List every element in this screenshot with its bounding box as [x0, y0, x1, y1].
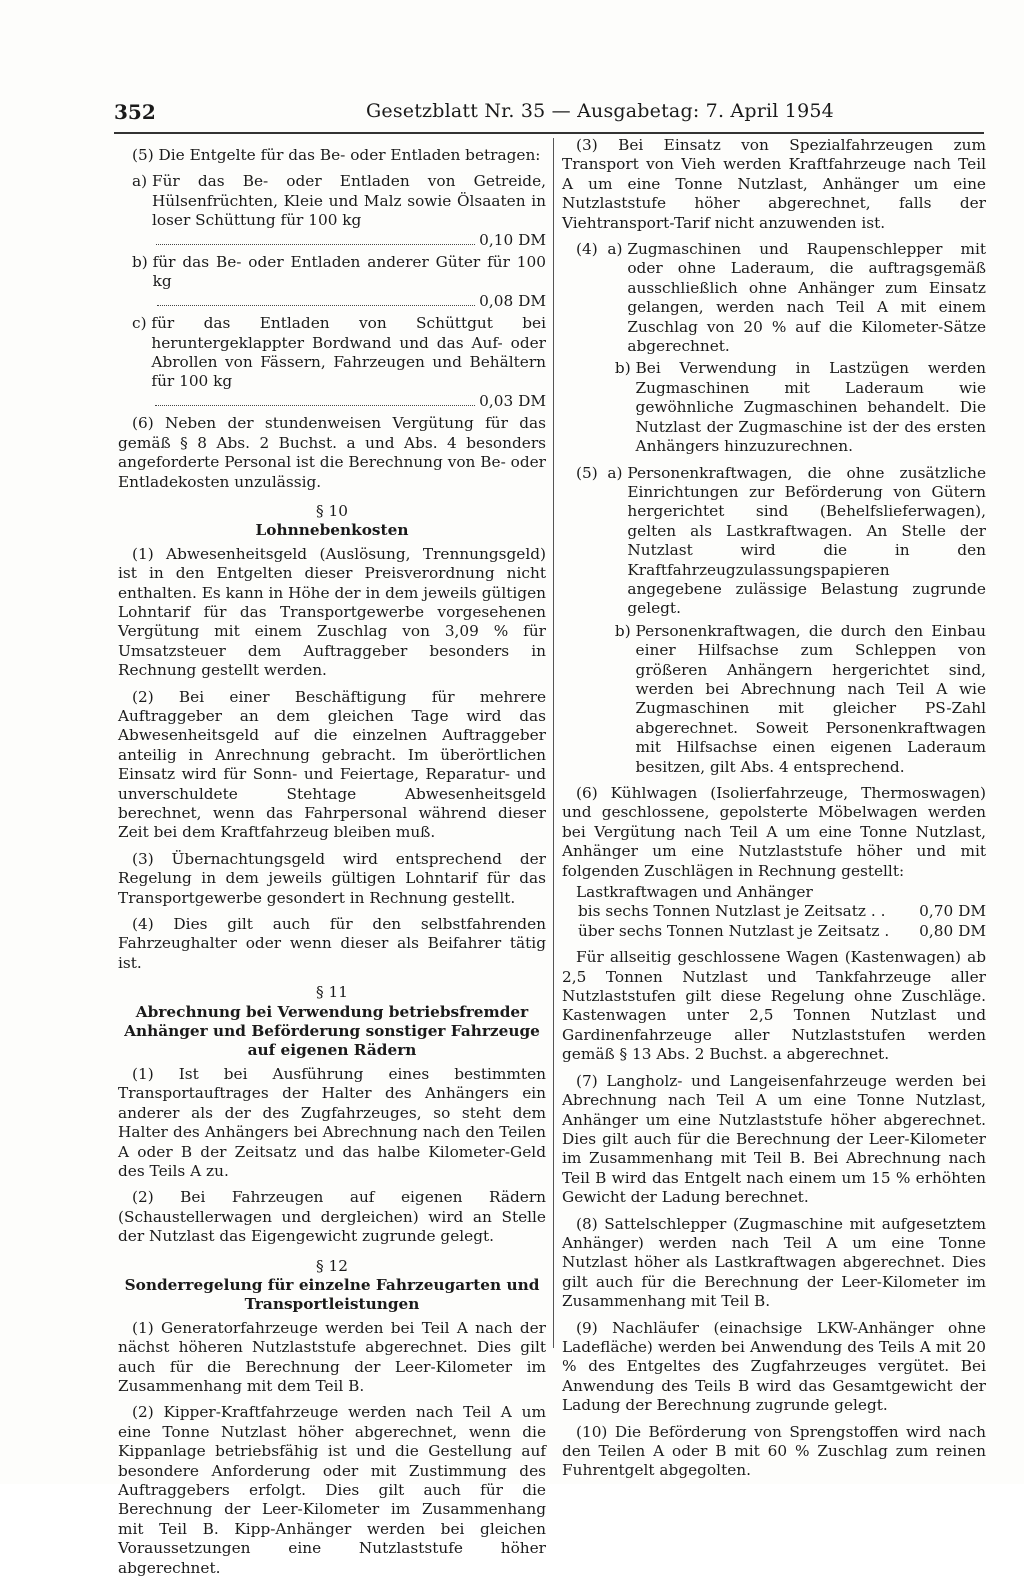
paragraph: (1) Generatorfahrzeuge werden bei Teil A nach der nächst höheren Nutzlaststufe abgerechnet. Dies gilt auch für die Berechnung der Leer-Kilometer im Zusammenhang mit dem Teil B. [118, 1318, 546, 1395]
list-item: b) für das Be- oder Entladen anderer Güter für 100 kg 0,08 DM [132, 253, 546, 310]
header-title: Gesetzblatt Nr. 35 — Ausgabetag: 7. April 1954 [366, 100, 834, 122]
rate-row: über sechs Tonnen Nutzlast je Zeitsatz . 0,80 DM [578, 921, 986, 940]
list-item: c) für das Entladen von Schüttgut bei heruntergeklappter Bordwand und das Auf- oder Abrollen von Fässern, Fahrzeugen und Behältern für 100 kg 0,03 DM [132, 314, 546, 410]
list-item: (4) a) Zugmaschinen und Raupenschlepper mit oder ohne Laderaum, die auftragsgemäß ausschließlich ohne Anhänger zum Einsatz gelangen, werden nach Teil A mit einem Zuschlag von 20 % auf die Kilometer-Sätze abgerechnet. [576, 240, 986, 356]
section-number: § 10 [316, 501, 348, 520]
paragraph: (2) Bei Fahrzeugen auf eigenen Rädern (Schaustellerwagen und dergleichen) wird an Stelle der Nutzlast das Eigengewicht zugrunde gelegt. [118, 1188, 546, 1246]
paragraph: (10) Die Beförderung von Sprengstoffen wird nach den Teilen A oder B mit 60 % Zuschlag zum reinen Fuhrentgelt abgegolten. [562, 1422, 986, 1480]
rate-row: bis sechs Tonnen Nutzlast je Zeitsatz . . 0,70 DM [578, 902, 986, 921]
paragraph: (1) Ist bei Ausführung eines bestimmten Transportauftrages der Halter des Anhängers ein anderer als der des Zugfahrzeuges, so steht dem Halter des Anhängers bei Abrechnung nach den Teilen A oder B der Zeitsatz und das halbe Kilometer-Geld des Teils A zu. [118, 1064, 546, 1180]
paragraph: (4) Dies gilt auch für den selbstfahrenden Fahrzeughalter oder wenn dieser als Beifahrer tätig ist. [118, 915, 546, 972]
page-header [114, 100, 984, 134]
list-item: b) Personenkraftwagen, die durch den Einbau einer Hilfsachse zum Schleppen von größeren Anhängern hergerichtet sind, werden bei Abrechnung nach Teil A wie Zugmaschinen mit gleicher PS-Zahl abgerechnet. Soweit Personenkraftwagen mit Hilfsachse einen eigenen Laderaum besitzen, gilt Abs. 4 entsprechend. [576, 621, 986, 776]
page-number: 352 [114, 100, 156, 124]
paragraph: Für allseitig geschlossene Wagen (Kastenwagen) ab 2,5 Tonnen Nutzlast und Tankfahrzeuge aller Nutzlaststufen gilt diese Regelung ohne Zuschläge. Kastenwagen unter 2,5 Tonnen Nutzlast und Gardinenfahrzeuge aller Nutzlaststufen werden gemäß § 13 Abs. 2 Buchst. a abgerechnet. [562, 948, 986, 1064]
section-title: Lohnnebenkosten [255, 521, 409, 540]
right-column [562, 136, 986, 1488]
paragraph: (6) Neben der stundenweisen Vergütung für das gemäß § 8 Abs. 2 Buchst. a und Abs. 4 besonders angeforderte Personal ist die Berechnung von Be- oder Entladekosten unzulässig. [118, 414, 546, 491]
paragraph: (8) Sattelschlepper (Zugmaschine mit aufgesetztem Anhänger) werden nach Teil A um eine Tonne Nutzlast höher als Lastkraftwagen abgerechnet. Dies gilt auch für die Berechnung der Leer-Kilometer im Zusammenhang mit Teil B. [562, 1214, 986, 1311]
list-item: (5) a) Personenkraftwagen, die ohne zusätzliche Einrichtungen zur Beförderung von Gütern hergerichtet sind (Behelfslieferwagen), gelten als Lastkraftwagen. An Stelle der Nutzlast wird die in den Kraftfahrzeugzulassungspapieren angegebene zulässige Belastung zugrunde gelegt. [576, 463, 986, 618]
paragraph: (6) Kühlwagen (Isolierfahrzeuge, Thermoswagen) und geschlossene, gepolsterte Möbelwagen werden bei Vergütung nach Teil A um eine Tonne Nutzlast, Anhänger um eine Nutzlaststufe höher und mit folgenden Zuschlägen in Rechnung gestellt: [562, 784, 986, 880]
list-item: a) Für das Be- oder Entladen von Getreide, Hülsenfrüchten, Kleie und Malz sowie Ölsaaten in loser Schüttung für 100 kg 0,10 DM [132, 172, 546, 249]
paragraph: (9) Nachläufer (einachsige LKW-Anhänger ohne Ladefläche) werden bei Anwendung des Teils A mit 20 % des Entgeltes des Zugfahrzeuges vergütet. Bei Anwendung des Teils B wird das Gesamtgewicht der Ladung der Berechnung zugrunde gelegt. [562, 1318, 986, 1415]
section-number: § 12 [316, 1256, 348, 1275]
section-title: Abrechnung bei Verwendung betriebsfremder Anhänger und Beförderung sonstiger Fahrzeuge auf eigenen Rädern [124, 1002, 540, 1060]
section-title: Sonderregelung für einzelne Fahrzeugarten und Transportleistungen [124, 1275, 540, 1314]
section-number: § 11 [316, 983, 348, 1002]
paragraph: (5) Die Entgelte für das Be- oder Entladen betragen: [132, 146, 541, 164]
paragraph: (7) Langholz- und Langeisenfahrzeuge werden bei Abrechnung nach Teil A um eine Tonne Nutzlast, Anhänger um eine Nutzlaststufe höher abgerechnet. Dies gilt auch für die Berechnung der Leer-Kilometer im Zusammenhang mit Teil B. Bei Abrechnung nach Teil B wird das Entgelt nach einem um 15 % erhöhten Gewicht der Ladung berechnet. [562, 1071, 986, 1207]
paragraph: (2) Bei einer Beschäftigung für mehrere Auftraggeber an dem gleichen Tage wird das Abwesenheitsgeld auf die einzelnen Auftraggeber anteilig in Anrechnung gebracht. Im überörtlichen Einsatz wird für Sonn- und Feiertage, Reparatur- und unverschuldete Stehtage Abwesenheitsgeld berechnet, wenn das Fahrpersonal während dieser Zeit bei dem Kraftfahrzeug bleiben muß. [118, 687, 546, 842]
column-divider [553, 138, 554, 1348]
paragraph: (1) Abwesenheitsgeld (Auslösung, Trennungsgeld) ist in den Entgelten dieser Preisverordnung nicht enthalten. Es kann in Höhe der in dem jeweils gültigen Lohntarif für das Transportgewerbe vorgesehenen Vergütung mit einem Zuschlag von 3,09 % für Umsatzsteuer dem Auftraggeber besonders in Rechnung gestellt werden. [118, 544, 546, 680]
paragraph: (2) Kipper-Kraftfahrzeuge werden nach Teil A um eine Tonne Nutzlast höher abgerechnet, wenn die Kippanlage betriebsfähig ist und die Gestellung auf besondere Anforderung oder mit Zustimmung des Auftraggebers erfolgt. Dies gilt auch für die Berechnung der Leer-Kilometer im Zusammenhang mit Teil B. Kipp-Anhänger werden bei gleichen Voraussetzungen eine Nutzlaststufe höher abgerechnet. [118, 1403, 546, 1577]
list-item: b) Bei Verwendung in Lastzügen werden Zugmaschinen mit Laderaum wie gewöhnliche Zugmaschinen behandelt. Die Nutzlast der Zugmaschine ist der des ersten Anhängers hinzuzurechnen. [576, 359, 986, 456]
rate-table-heading: Lastkraftwagen und Anhänger [576, 883, 813, 902]
left-column [118, 146, 546, 1585]
paragraph: (3) Übernachtungsgeld wird entsprechend der Regelung in dem jeweils gültigen Lohntarif für das Transportgewerbe gesondert in Rechnung gestellt. [118, 849, 546, 907]
paragraph: (3) Bei Einsatz von Spezialfahrzeugen zum Transport von Vieh werden Kraftfahrzeuge nach Teil A um eine Tonne Nutzlast, Anhänger um eine Nutzlaststufe höher abgerechnet, falls der Viehtransport-Tarif nicht anzuwenden ist. [562, 136, 986, 232]
